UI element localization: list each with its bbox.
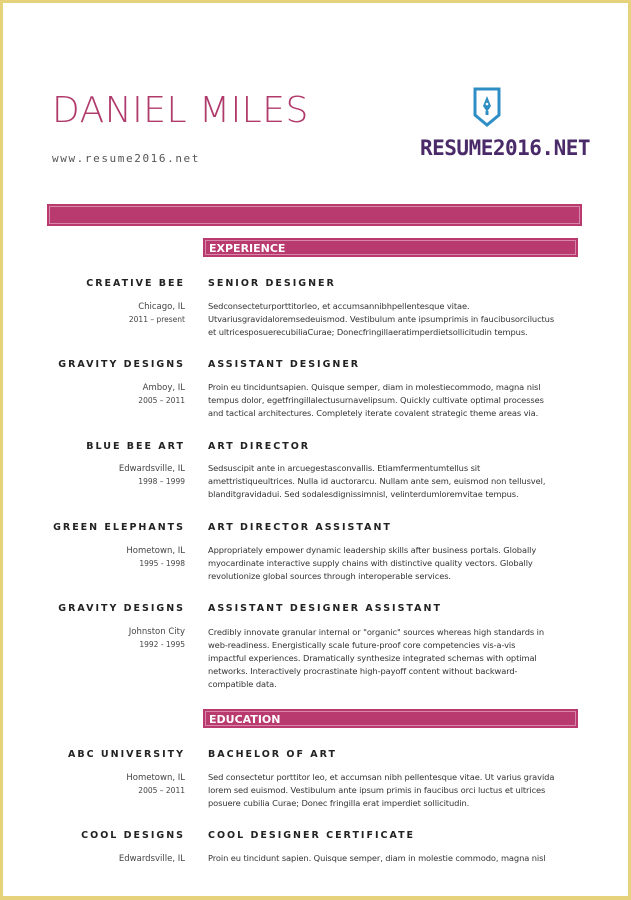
logo-wordmark: RESUME2016.NET: [420, 136, 591, 160]
job-description: Credibly innovate granular internal or "organic" sources whereas high standards in web-readiness. Energistically scale future-proof core competencies vis-a-vis impactful experiences. Dramatically synthesize integrated schemas with optimal networks. Interactively procrastinate high-payoff content without backward- compatible data.: [208, 627, 544, 689]
job-title: ART DIRECTOR: [208, 441, 311, 452]
employer-location: Amboy, IL: [142, 383, 185, 393]
job-title: SENIOR DESIGNER: [208, 278, 336, 289]
employment-dates: 1992 - 1995: [139, 640, 185, 649]
degree-description: Sed consectetur porttitor leo, et accumsan nibh pellentesque vitae. Ut varius gravida lorem sed euismod. Vestibulum ante ipsum primis in faucibus orci luctus et ultrices posuere cubilia Curae; Donec fringilla erat imperdiet sollicitudin.: [208, 772, 555, 808]
employer-location: Edwardsville, IL: [118, 464, 185, 474]
job-description: Proin eu tinciduntsapien. Quisque semper, diam in molestiecommodo, magna nisl tempus dolor, egetfringillalectusurnavelipsum. Quickly cultivate optimal processes and tactical architectures. Completely iterate covalent strategic theme areas via.: [208, 382, 544, 418]
website-url[interactable]: www.resume2016.net: [52, 152, 201, 165]
employer-location: Chicago, IL: [138, 302, 185, 312]
job-description: Sedsuscipit ante in arcuegestasconvallis. Etiamfermentumtellus sit amettristiqueultrices. Nulla id auctorarcu. Nullam ante sem, euismod non tellusvel, blanditgravidadui. Sed sodalesdignissimnisl, velinterdumloremvitae tempus.: [208, 463, 546, 499]
employment-dates: 2011 – present: [128, 315, 185, 324]
employment-dates: 1995 - 1998: [139, 559, 185, 568]
header-divider-bar: [47, 204, 582, 226]
employment-dates: 1998 – 1999: [138, 477, 185, 486]
candidate-name: DANIEL MILES: [52, 90, 309, 131]
job-title: ASSISTANT DESIGNER: [208, 359, 361, 370]
employer-location: Johnston City: [128, 627, 185, 637]
employer-location: Hometown, IL: [126, 546, 185, 556]
study-dates: 2005 – 2011: [138, 786, 185, 795]
job-title: ART DIRECTOR ASSISTANT: [208, 522, 392, 533]
job-description: Appropriately empower dynamic leadership skills after business portals. Globally myocardinate interactive supply chains with distinctive quality vectors. Globally revolutionize global sources through interoperable services.: [208, 545, 537, 581]
school-location: Edwardsville, IL: [118, 854, 185, 864]
employment-dates: 2005 – 2011: [138, 396, 185, 405]
employer-name: BLUE BEE ART: [86, 441, 185, 452]
degree-title: COOL DESIGNER CERTIFICATE: [208, 830, 416, 841]
school-location: Hometown, IL: [126, 773, 185, 783]
job-title: ASSISTANT DESIGNER ASSISTANT: [208, 603, 442, 614]
school-name: ABC UNIVERSITY: [68, 749, 185, 760]
employer-name: GRAVITY DESIGNS: [58, 603, 185, 614]
degree-description: Proin eu tincidunt sapien. Quisque semper, diam in molestie commodo, magna nisl: [208, 853, 546, 863]
employer-name: CREATIVE BEE: [86, 278, 185, 289]
employer-name: GRAVITY DESIGNS: [58, 359, 185, 370]
degree-title: BACHELOR OF ART: [208, 749, 338, 760]
pen-nib-shield-icon: [472, 87, 502, 127]
experience-heading: EXPERIENCE: [203, 238, 578, 257]
education-heading: EDUCATION: [203, 709, 578, 728]
employer-name: GREEN ELEPHANTS: [53, 522, 185, 533]
job-description: Sedconsecteturporttitorleo, et accumsannibhpellentesque vitae. Utvariusgravidaloremsedeuismod. Vestibulum ante ipsumprimis in faucibusorciluctus et ultricesposuerecubiliaCurae; Donecfringillaeratimperdietsollicitudin tempus.: [208, 301, 555, 337]
school-name: COOL DESIGNS: [81, 830, 185, 841]
